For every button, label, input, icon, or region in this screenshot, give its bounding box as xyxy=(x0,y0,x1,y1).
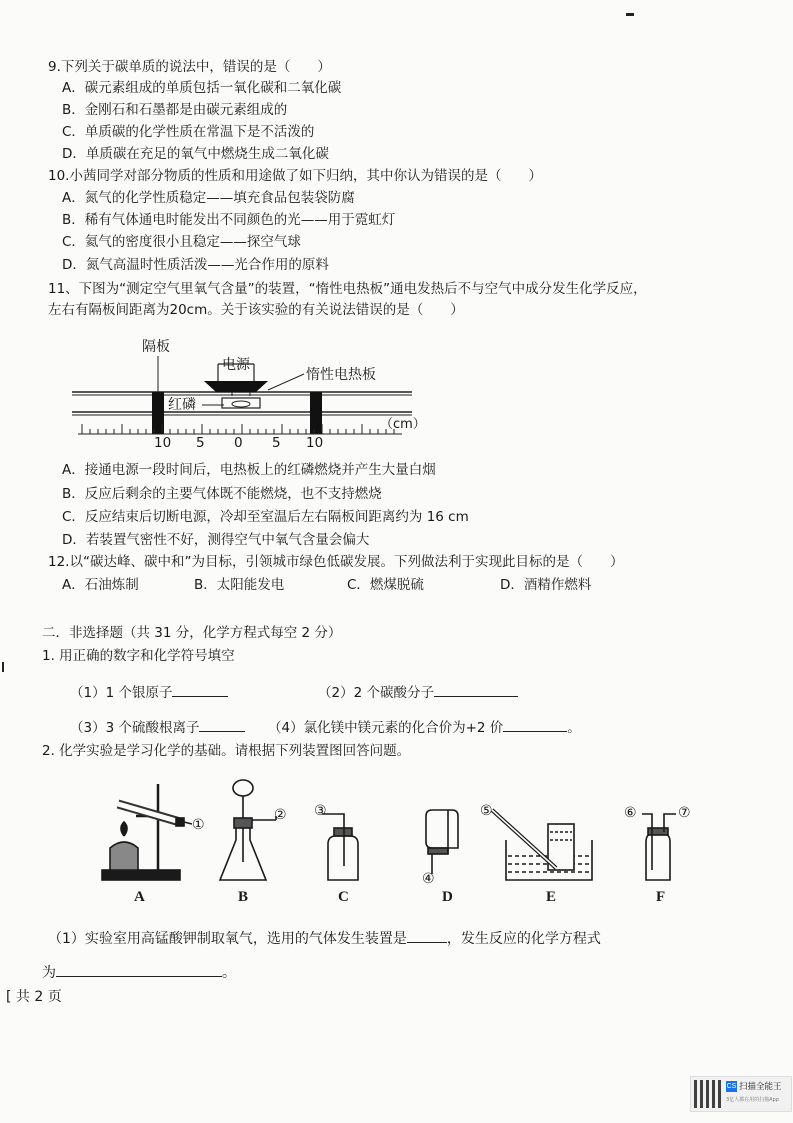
q10-option-d: D．氮气高温时性质活泼——光合作用的原料 xyxy=(62,257,329,273)
s2-q2-sub1-text-a: （1）实验室用高锰酸钾制取氧气，选用的气体发生装置是 xyxy=(48,931,407,947)
power-supply xyxy=(204,381,268,392)
apparatus-e xyxy=(492,810,592,880)
answer-blank[interactable] xyxy=(434,682,518,697)
s2-q2-stem: 2. 化学实验是学习化学的基础。请根据下列装置图回答问题。 xyxy=(42,743,411,759)
q11-apparatus-figure xyxy=(72,338,426,452)
q11-option-c: C．反应结束后切断电源，冷却至室温后左右隔板间距离约为 16 cm xyxy=(62,509,469,525)
port-number: ① xyxy=(192,817,205,833)
tick-label: 5 xyxy=(272,435,281,451)
port-number: ⑤ xyxy=(480,803,493,819)
s2-q1-end: 。 xyxy=(567,720,581,736)
port-number: ⑥ xyxy=(624,805,637,821)
qr-code-icon xyxy=(694,1080,722,1108)
scanner-watermark xyxy=(690,1076,792,1112)
s2-q2-sub1-text-b: ，发生反应的化学方程式 xyxy=(446,931,601,947)
apparatus-b xyxy=(220,780,276,880)
q9-option-c: C．单质碳的化学性质在常温下是不活泼的 xyxy=(62,124,315,140)
right-partition xyxy=(310,392,322,434)
partition-label: 隔板 xyxy=(142,339,170,355)
s2-q1-part3-text: （3）3 个硫酸根离子 xyxy=(70,720,200,736)
tick-label: 5 xyxy=(196,435,205,451)
q10-option-a: A．氮气的化学性质稳定——填充食品包装袋防腐 xyxy=(62,190,355,206)
s2-q2-sub1-line1 xyxy=(48,928,601,948)
answer-blank[interactable] xyxy=(56,962,222,977)
apparatus-label-b: B xyxy=(238,889,249,905)
scanner-tagline: 3亿人都在用的扫描App xyxy=(726,1097,779,1103)
s2-q2-sub1-end: 。 xyxy=(222,965,236,981)
port-number: ② xyxy=(274,807,287,823)
answer-blank[interactable] xyxy=(407,928,447,943)
q9-option-b: B．金刚石和石墨都是由碳元素组成的 xyxy=(62,102,288,118)
tick-label: 10 xyxy=(154,435,172,451)
answer-blank[interactable] xyxy=(172,682,228,697)
port-number: ⑦ xyxy=(678,805,691,821)
plate-label: 惰性电热板 xyxy=(306,367,376,383)
q12-option-b: B．太阳能发电 xyxy=(194,577,285,593)
q11-option-b: B．反应后剩余的主要气体既不能燃烧，也不支持燃烧 xyxy=(62,486,382,502)
page-count: [ 共 2 页 xyxy=(6,989,62,1005)
unit-label: （cm） xyxy=(380,417,426,432)
tick-label: 10 xyxy=(306,435,324,451)
q12-stem: 12.以“碳达峰、碳中和”为目标，引领城市绿色低碳发展。下列做法利于实现此目标的是（ ） xyxy=(48,554,624,570)
answer-blank[interactable] xyxy=(503,717,567,732)
apparatus-a xyxy=(102,784,192,880)
q9-option-a: A．碳元素组成的单质包括一氧化碳和二氧化碳 xyxy=(62,80,342,96)
apparatus-label-a: A xyxy=(134,889,145,905)
q11-option-d: D．若装置气密性不好，测得空气中氧气含量会偏大 xyxy=(62,532,370,548)
q10-stem: 10.小茜同学对部分物质的性质和用途做了如下归纳，其中你认为错误的是（ ） xyxy=(48,168,542,184)
q9-stem: 9.下列关于碳单质的说法中，错误的是（ ） xyxy=(48,59,331,75)
q11-stem-line2: 左右有隔板间距离为20cm。关于该实验的有关说法错误的是（ ） xyxy=(48,302,464,318)
stray-mark xyxy=(2,662,4,672)
q11-option-a: A．接通电源一段时间后，电热板上的红磷燃烧并产生大量白烟 xyxy=(62,462,436,478)
q12-option-a: A．石油炼制 xyxy=(62,577,139,593)
scanner-brand: 扫描全能王 xyxy=(739,1082,782,1092)
apparatus-d xyxy=(426,810,458,874)
phosphorus-label: 红磷 xyxy=(168,397,196,413)
apparatus-label-f: F xyxy=(656,889,666,905)
apparatus-label-e: E xyxy=(546,889,557,905)
q12-option-c: C．燃煤脱硫 xyxy=(347,577,424,593)
section2-title: 二．非选择题（共 31 分，化学方程式每空 2 分） xyxy=(42,625,342,641)
s2-q1-part4 xyxy=(268,717,581,737)
port-number: ④ xyxy=(422,871,435,887)
s2-q1-part4-text: （4）氯化镁中镁元素的化合价为+2 价 xyxy=(268,720,504,736)
q12-option-d: D．酒精作燃料 xyxy=(500,577,592,593)
answer-blank[interactable] xyxy=(199,717,245,732)
cs-logo-icon: CS xyxy=(726,1083,737,1090)
apparatus-label-c: C xyxy=(338,889,349,905)
lab-apparatus-figure xyxy=(96,770,706,910)
tick-label: 0 xyxy=(234,435,243,451)
s2-q1-part2-text: （2）2 个碳酸分子 xyxy=(318,685,434,701)
s2-q2-sub1-text-c: 为 xyxy=(42,965,56,981)
apparatus-drawing xyxy=(96,770,706,910)
q10-option-b: B．稀有气体通电时能发出不同颜色的光——用于霓虹灯 xyxy=(62,212,396,228)
s2-q1-part3 xyxy=(70,717,245,737)
q11-stem-line1: 11、下图为“测定空气里氧气含量”的装置，“惰性电热板”通电发热后不与空气中成分发生化学反应， xyxy=(48,281,647,297)
q9-option-d: D．单质碳在充足的氧气中燃烧生成二氧化碳 xyxy=(62,146,329,162)
s2-q1-part1-text: （1）1 个银原子 xyxy=(70,685,173,701)
s2-q1-stem: 1. 用正确的数字和化学符号填空 xyxy=(42,648,235,664)
s2-q2-sub1-line2 xyxy=(42,962,236,982)
apparatus-label-d: D xyxy=(442,889,453,905)
q10-option-c: C．氦气的密度很小且稳定——探空气球 xyxy=(62,234,301,250)
s2-q1-part1 xyxy=(70,682,228,702)
power-label: 电源 xyxy=(222,357,250,373)
s2-q1-part2 xyxy=(318,682,518,702)
port-number: ③ xyxy=(314,803,327,819)
apparatus-f xyxy=(642,814,676,880)
apparatus-c xyxy=(322,814,358,880)
stray-mark xyxy=(626,13,634,16)
